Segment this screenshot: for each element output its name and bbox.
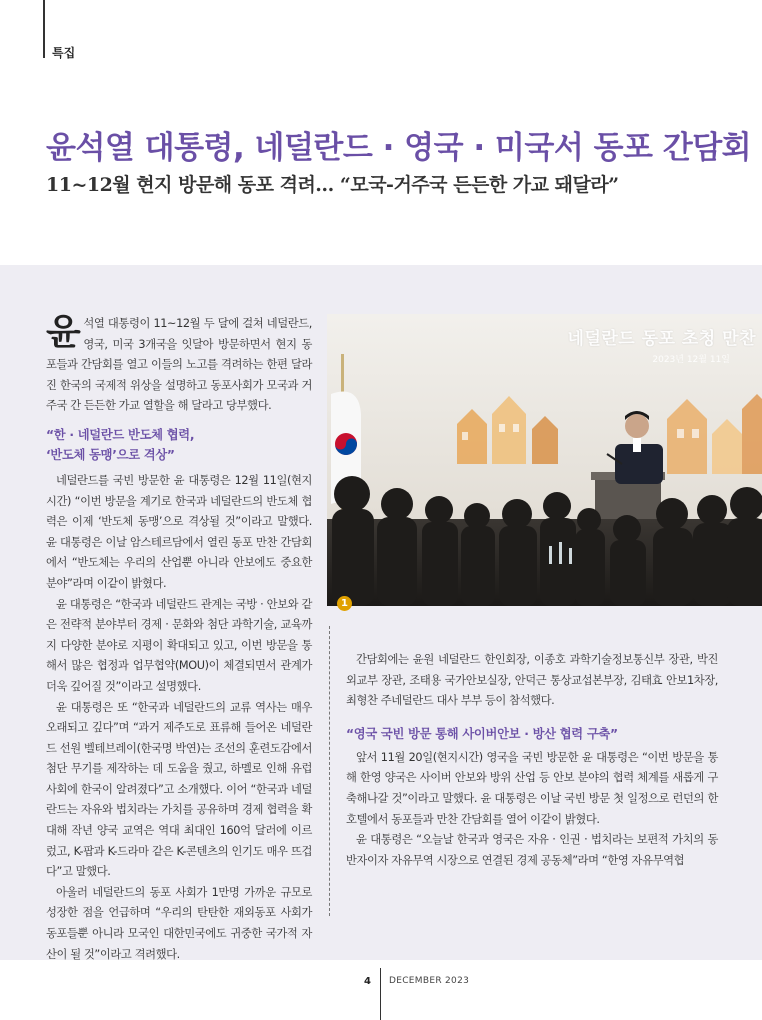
article-subtitle: 11~12월 현지 방문해 동포 격려… “모국-거주국 든든한 가교 돼달라” <box>46 174 619 196</box>
top-vertical-rule <box>43 0 45 58</box>
photo-number-badge: 1 <box>337 596 352 611</box>
paragraph-1: 네덜란드를 국빈 방문한 윤 대통령은 12월 11일(현지시간) “이번 방문을 계기로 한국과 네덜란드의 반도체 협력은 이제 ‘반도체 동맹’으로 격상될 것”이라고 말했다. 윤 대통령은 이날 암스테르담에서 열린 동포 만찬 간담회에서 “반도체는 우리의 산업뿐 아니라 안보에도 중요한 분야”라며 이같이 밝혔다. <box>46 473 312 590</box>
lead-text: 석열 대통령이 11~12월 두 달에 걸쳐 네덜란드, 영국, 미국 3개국을 잇달아 방문하면서 현지 동포들과 간담회를 열고 이들의 노고를 격려하는 한편 달라진 한국의 국제적 위상을 설명하고 동포사회가 모국과 거주국 간 든든한 가교 열할을 해 달라고 당부했다. <box>46 317 312 413</box>
paragraph-2: 윤 대통령은 “한국과 네덜란드 관계는 국방 · 안보와 같은 전략적 분야부터 경제 · 문화와 첨단 과학기술, 교육까지 다양한 분야로 지평이 확대되고 있고, 이번 방문을 통해서 많은 협정과 업무협약(MOU)이 체결되면서 관계가 더욱 깊어질 것”이라고 설명했다. <box>46 597 312 693</box>
article-column-right <box>346 650 718 871</box>
column-divider <box>329 626 330 916</box>
paragraph-4: 아울러 네덜란드의 동포 사회가 1만명 가까운 규모로 성장한 점을 언급하며 “우리의 탄탄한 재외동포 사회가 동포들뿐 아니라 모국인 대한민국에도 귀중한 국가적 자산이 될 것”이라고 격려했다. <box>46 885 312 961</box>
paragraph-6: 앞서 11월 20일(현지시간) 영국을 국빈 방문한 윤 대통령은 “이번 방문을 통해 한영 양국은 사이버 안보와 방위 산업 등 안보 분야의 협력 체계를 새롭게 구축해나갈 것”이라고 말했다. 윤 대통령은 이날 국빈 방문 첫 일정으로 런던의 한 호텔에서 동포들과 만찬 간담회를 열어 이같이 밝혔다. <box>346 750 718 826</box>
lead-paragraph <box>46 314 312 417</box>
issue-label: DECEMBER 2023 <box>389 976 470 986</box>
banner-date: 2023년 12월 11일 <box>652 355 730 365</box>
subheading-netherlands <box>46 425 312 465</box>
footer-rule <box>380 968 381 1020</box>
article-column-left <box>46 314 312 965</box>
drop-cap: 윤 <box>46 312 81 353</box>
subheading-line-2: ‘반도체 동맹’으로 격상” <box>46 447 175 462</box>
subheading-uk: “영국 국빈 방문 통해 사이버안보 · 방산 협력 구축” <box>346 726 618 741</box>
section-label: 특집 <box>52 46 76 60</box>
page-number: 4 <box>364 976 371 987</box>
paragraph-7: 윤 대통령은 “오늘날 한국과 영국은 자유 · 인권 · 법치라는 보편적 가치의 동반자이자 자유무역 시장으로 연결된 경제 공동체”라며 “한영 자유무역협 <box>346 833 718 867</box>
paragraph-5: 간담회에는 윤원 네덜란드 한인회장, 이종호 과학기술정보통신부 장관, 박진 외교부 장관, 조태용 국가안보실장, 안덕근 통상교섭본부장, 김태효 안보1차장, 최형찬 주네덜란드 대사 부부 등이 참석했다. <box>346 653 718 708</box>
subheading-line-1: “한 · 네덜란드 반도체 협력, <box>46 427 195 442</box>
article-title: 윤석열 대통령, 네덜란드 · 영국 · 미국서 동포 간담회 <box>46 130 752 166</box>
banner-title: 네덜란드 동포 초청 만찬 <box>567 329 756 349</box>
event-photo <box>327 314 762 606</box>
paragraph-3: 윤 대통령은 또 “한국과 네덜란드의 교류 역사는 매우 오래되고 깊다”며 “과거 제주도로 표류해 들어온 네덜란드 선원 벨테브레이(한국명 박연)는 조선의 훈련도감에서 첨단 무기를 제작하는 데 도움을 줬고, 하멜로 인해 유럽 사회에 한국이 알려졌다”고 소개했다. 이어 “한국과 네덜란드는 자유와 법치라는 가치를 공유하며 경제 협력을 확대해 작년 양국 교역은 역대 최대인 160억 달러에 이르렀고, K-팝과 K-드라마 같은 K-콘텐츠의 인기도 매우 뜨겁다”고 말했다. <box>46 700 312 879</box>
